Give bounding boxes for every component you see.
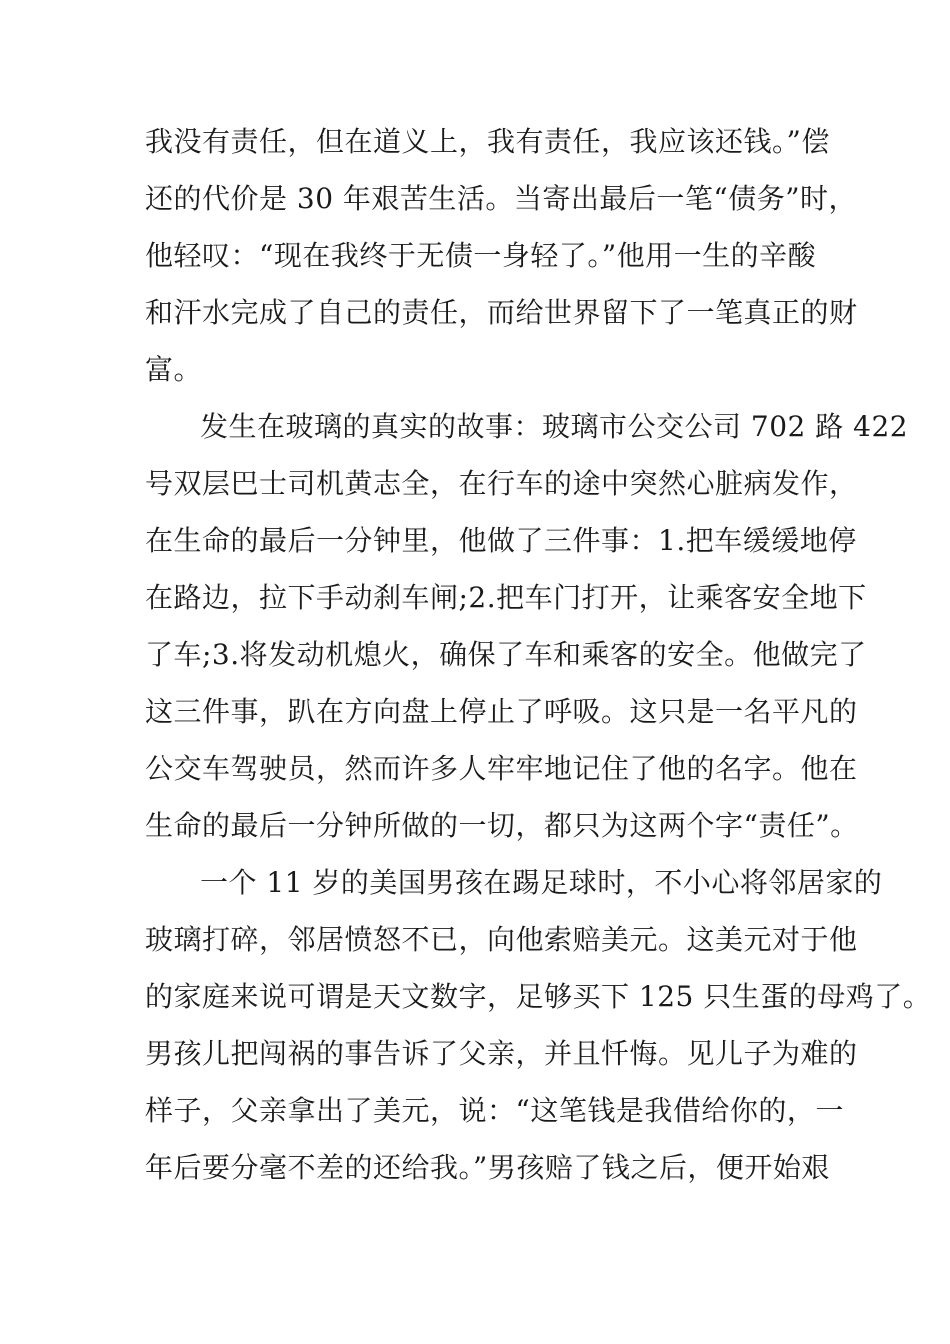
text-line: 我没有责任，但在道义上，我有责任，我应该还钱。”偿 bbox=[145, 125, 830, 158]
text-line: 了车;3.将发动机熄火，确保了车和乘客的安全。他做完了 bbox=[145, 638, 867, 671]
text-line: 玻璃打碎，邻居愤怒不已，向他索赔美元。这美元对于他 bbox=[145, 923, 858, 956]
text-line: 富。 bbox=[145, 353, 203, 386]
text-line: 号双层巴士司机黄志全，在行车的途中突然心脏病发作， bbox=[145, 467, 858, 500]
text-line: 还的代价是 30 年艰苦生活。当寄出最后一笔“债务”时， bbox=[145, 182, 858, 215]
text-line: 样子，父亲拿出了美元，说：“这笔钱是我借给你的，一 bbox=[145, 1094, 844, 1127]
text-line: 在路边，拉下手动刹车闸;2.把车门打开，让乘客安全地下 bbox=[145, 581, 867, 614]
paragraph-start-line: 一个 11 岁的美国男孩在踢足球时，不小心将邻居家的 bbox=[200, 866, 883, 899]
text-line: 年后要分毫不差的还给我。”男孩赔了钱之后，便开始艰 bbox=[145, 1151, 830, 1184]
text-line: 生命的最后一分钟所做的一切，都只为这两个字“责任”。 bbox=[145, 809, 859, 842]
text-line: 在生命的最后一分钟里，他做了三件事：1.把车缓缓地停 bbox=[145, 524, 857, 557]
paragraph-start-line: 发生在玻璃的真实的故事：玻璃市公交公司 702 路 422 bbox=[200, 410, 909, 443]
text-line: 男孩儿把闯祸的事告诉了父亲，并且忏悔。见儿子为难的 bbox=[145, 1037, 858, 1070]
text-line: 他轻叹：“现在我终于无债一身轻了。”他用一生的辛酸 bbox=[145, 239, 817, 272]
text-line: 这三件事，趴在方向盘上停止了呼吸。这只是一名平凡的 bbox=[145, 695, 858, 728]
text-line: 公交车驾驶员，然而许多人牢牢地记住了他的名字。他在 bbox=[145, 752, 858, 785]
text-line: 的家庭来说可谓是天文数字，足够买下 125 只生蛋的母鸡了。 bbox=[145, 980, 932, 1013]
text-line: 和汗水完成了自己的责任，而给世界留下了一笔真正的财 bbox=[145, 296, 858, 329]
